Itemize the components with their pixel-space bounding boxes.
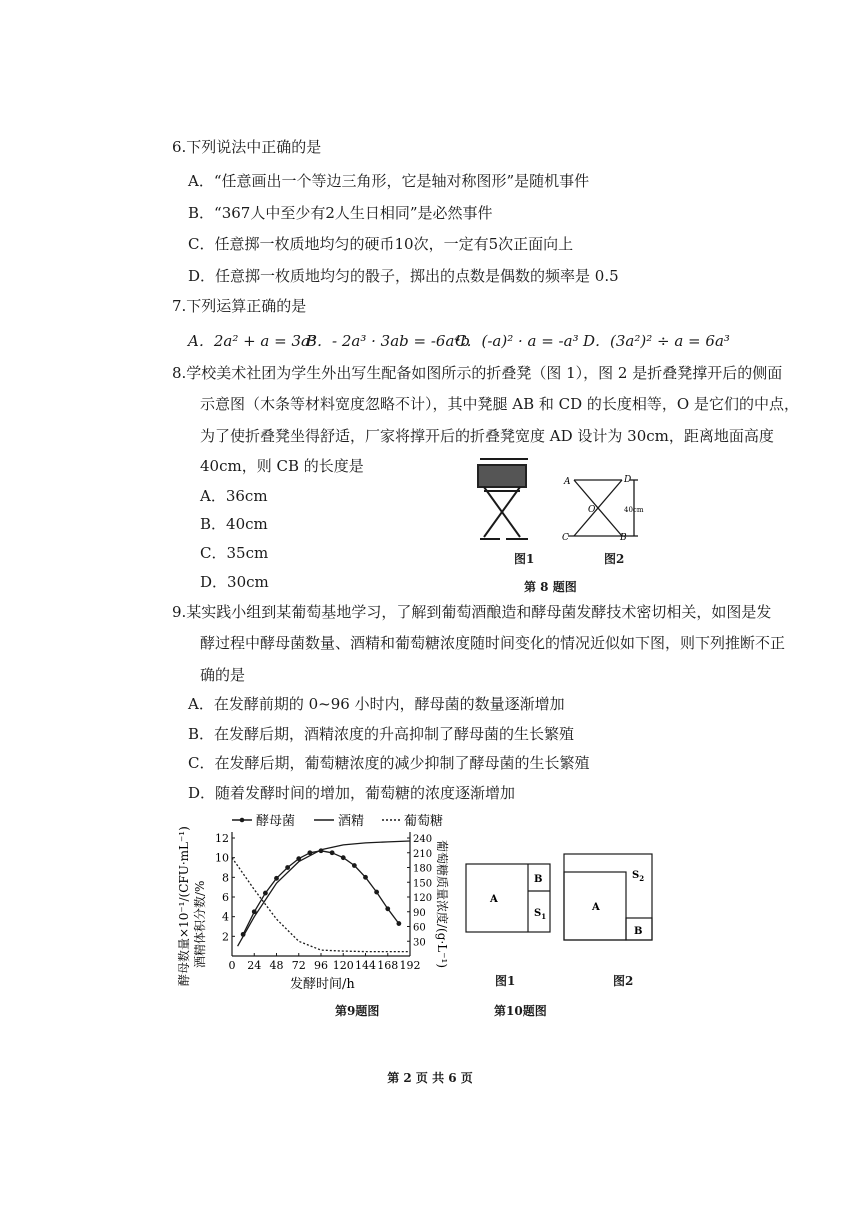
q8-figure-1-label: 图1 [514,552,535,566]
page-footer: 第 2 页 共 6 页 [387,1071,473,1085]
y-left-tick-label: 12 [215,832,229,845]
y-right-tick-label: 210 [413,848,433,860]
q8-option-d: D．30cm [200,573,269,591]
y-right-tick-label: 60 [413,922,426,934]
legend-yeast: 酵母菌 [256,814,296,829]
y-right-tick-label: 150 [413,878,433,890]
q8-line-2: 示意图（木条等材料宽度忽略不计），其中凳腿 AB 和 CD 的长度相等，O 是它们的中点， [200,395,800,413]
chart-legend [232,813,443,829]
q8-figure-2-label: 图2 [604,552,625,566]
y-left-tick-label: 2 [222,930,229,944]
x-tick-label: 192 [399,959,421,972]
y-left-label-1: 酵母数量×10⁻¹/(CFU·mL⁻¹) [177,826,191,986]
region-s1-label: $S_1$ [534,908,547,921]
q8-option-a: A．36cm [200,487,268,505]
yeast-data-point [330,850,335,855]
point-b-label: B [620,533,627,543]
x-axis-label: 发酵时间/h [290,977,355,992]
q6-option-c: C．任意掷一枚质地均匀的硬币10次，一定有5次正面向上 [188,235,574,253]
x-tick-label: 0 [228,959,236,972]
y-right-tick-label: 30 [413,937,426,949]
q10-figure-1 [462,860,554,936]
q10-figure-2-label: 图2 [613,974,634,988]
x-tick-label: 168 [377,959,399,972]
q9-option-a: A．在发酵前期的 0~96 小时内，酵母菌的数量逐渐增加 [188,695,565,713]
yeast-data-point [396,921,401,926]
fermentation-chart [172,808,472,994]
y-left-tick-label: 4 [222,910,229,924]
q7-option-a: A．2a² + a = 3a³ [188,332,316,350]
yeast-data-point [274,876,279,881]
q9-option-c: C．在发酵后期，葡萄糖浓度的减少抑制了酵母菌的生长繁殖 [188,754,590,772]
yeast-data-point [285,865,290,870]
q8-option-c: C．35cm [200,544,269,562]
x-tick-label: 96 [314,959,328,972]
square-a-label: A [490,894,498,905]
q10-figure-1-label: 图1 [495,974,516,988]
x-tick-label: 144 [355,959,376,972]
q7-option-d: D．(3a²)² ÷ a = 6a³ [583,332,730,350]
yeast-data-point [374,890,379,895]
square-b-label: B [534,874,543,885]
q6-option-b: B．“367人中至少有2人生日相同”是必然事件 [188,204,493,222]
y-left-tick-label: 6 [222,891,229,904]
region-s2-label: $S_2$ [632,870,645,883]
q9-option-b: B．在发酵后期，酒精浓度的升高抑制了酵母菌的生长繁殖 [188,725,575,743]
yeast-data-point [352,863,357,868]
square-a2-label: A [592,902,600,913]
y-right-tick-label: 180 [413,863,433,875]
square-b2-label: B [634,926,643,937]
stool-side-diagram [560,472,650,544]
legend-alcohol: 酒精 [338,814,365,829]
q8-figure-caption: 第 8 题图 [524,580,577,594]
q9-line-1: 9.某实践小组到某葡萄基地学习，了解到葡萄酒酿造和酵母菌发酵技术密切相关，如图是发 [172,603,772,621]
q6-option-a: A．“任意画出一个等边三角形，它是轴对称图形”是随机事件 [188,172,590,190]
q10-figure-2 [560,850,656,946]
y-left-tick-label: 8 [222,871,229,885]
q6-stem: 6.下列说法中正确的是 [172,138,322,156]
q10-figure-caption: 第10题图 [494,1004,547,1018]
y-left-tick-label: 10 [215,851,229,865]
x-tick-label: 24 [247,959,262,972]
y-right-tick-label: 120 [413,893,433,904]
y-right-tick-label: 240 [413,834,433,845]
q7-option-b: B．- 2a³ · 3ab = -6a⁴b [306,332,471,350]
y-right-tick-label: 90 [413,907,426,919]
q8-option-b: B．40cm [200,515,268,533]
x-tick-label: 120 [332,959,354,972]
yeast-data-point [341,855,346,860]
q8-line-3: 为了使折叠凳坐得舒适，厂家将撑开后的折叠凳宽度 AD 设计为 30cm，距离地面高度 [200,427,774,445]
q9-line-2: 酵过程中酵母菌数量、酒精和葡萄糖浓度随时间变化的情况近似如下图，则下列推断不正 [200,634,786,652]
folding-stool-illustration [470,455,540,547]
point-d-label: D [624,475,632,485]
q6-option-d: D．任意掷一枚质地均匀的骰子，掷出的点数是偶数的频率是 0.5 [188,267,619,285]
yeast-data-point [263,891,268,896]
q9-option-d: D．随着发酵时间的增加，葡萄糖的浓度逐渐增加 [188,784,516,802]
yeast-data-point [363,875,368,880]
q9-figure-caption: 第9题图 [335,1004,380,1018]
q7-option-c: C．(-a)² · a = -a³ [455,332,579,350]
legend-glucose: 葡萄糖 [404,814,444,829]
q8-line-4: 40cm，则 CB 的长度是 [200,457,364,475]
y-left-label-2: 酒精体积分数/% [193,880,207,968]
point-o-label: O [588,505,596,515]
q7-stem: 7.下列运算正确的是 [172,297,307,315]
point-c-label: C [562,533,569,543]
yeast-data-point [385,906,390,911]
point-a-label: A [564,477,571,487]
y-right-label: 葡萄糖质量浓度/(g·L⁻¹) [435,840,449,969]
x-tick-label: 72 [291,959,306,972]
q9-line-3: 确的是 [200,666,246,684]
q8-line-1: 8.学校美术社团为学生外出写生配备如图所示的折叠凳（图 1），图 2 是折叠凳撑开后的侧面 [172,364,783,382]
x-tick-label: 48 [269,959,284,972]
height-label: 40cm [624,506,644,514]
